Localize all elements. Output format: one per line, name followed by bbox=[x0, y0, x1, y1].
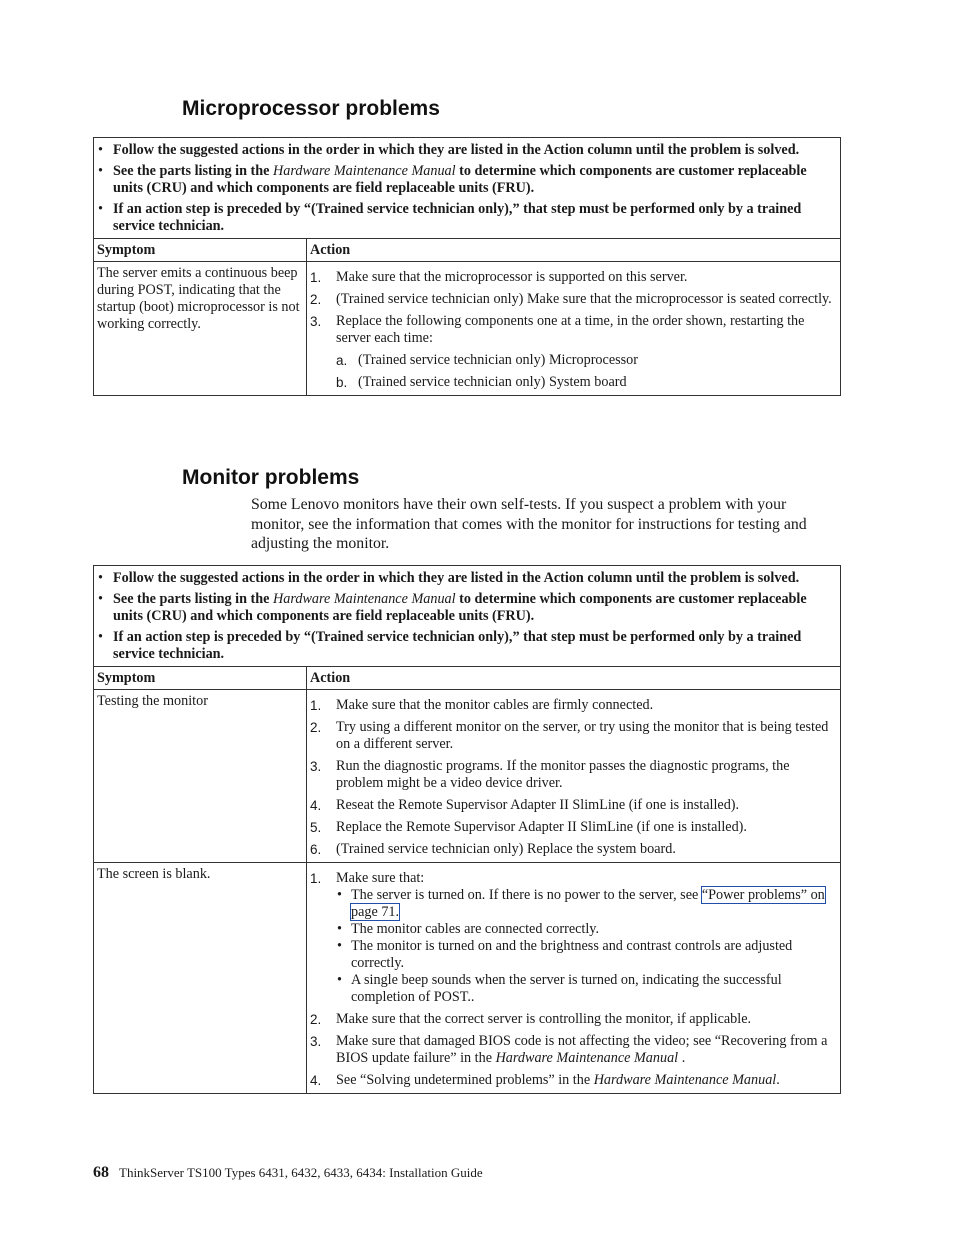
action-substep: b. (Trained service technician only) System board bbox=[336, 374, 627, 390]
column-header-action: Action bbox=[307, 667, 841, 690]
table-row bbox=[94, 690, 841, 863]
bullet-item: • A single beep sounds when the server is turned on, indicating the successful completion of POST.. bbox=[337, 972, 782, 1005]
bullet-item: • The server is turned on. If there is no power to the server, see “Power problems” on page 71. bbox=[337, 887, 825, 920]
bullet-item: • The monitor cables are connected correctly. bbox=[337, 921, 600, 937]
bullet: • bbox=[98, 570, 103, 586]
page-number: 68 bbox=[93, 1164, 109, 1181]
symptom-cell: The screen is blank. bbox=[94, 863, 307, 1094]
action-step: 1. Make sure that the monitor cables are firmly connected. bbox=[310, 697, 654, 713]
note-item: • If an action step is preceded by “(Trained service technician only),” that step must be performed only by a trained service technician. bbox=[98, 629, 802, 662]
bullet: • bbox=[98, 629, 103, 645]
action-step: 2. (Trained service technician only) Make sure that the microprocessor is seated correctly. bbox=[310, 291, 832, 307]
footer-title: ThinkServer TS100 Types 6431, 6432, 6433, 6434: Installation Guide bbox=[119, 1165, 483, 1180]
table-row bbox=[94, 863, 841, 1094]
action-step: 4. Reseat the Remote Supervisor Adapter II SlimLine (if one is installed). bbox=[310, 797, 740, 813]
action-step: 3. Run the diagnostic programs. If the monitor passes the diagnostic programs, the problem might be a video device driver. bbox=[310, 758, 790, 791]
note-item: • If an action step is preceded by “(Trained service technician only),” that step must be performed only by a trained service technician. bbox=[98, 201, 802, 234]
note-item: • See the parts listing in the Hardware Maintenance Manual to determine which components are customer replaceable units (CRU) and which components are field replaceable units (FRU). bbox=[98, 591, 807, 624]
note-item: • Follow the suggested actions in the order in which they are listed in the Action column until the problem is solved. bbox=[98, 142, 800, 158]
table-notes-cell bbox=[94, 566, 841, 667]
bullet: • bbox=[337, 887, 342, 903]
bullet: • bbox=[337, 938, 342, 954]
symptom-cell: Testing the monitor bbox=[94, 690, 307, 863]
action-substep: a. (Trained service technician only) Microprocessor bbox=[336, 352, 638, 368]
symptom-cell: The server emits a continuous beep during POST, indicating that the startup (boot) microprocessor is not working correctly. bbox=[94, 262, 307, 396]
column-header-action: Action bbox=[307, 239, 841, 262]
table-notes-row bbox=[94, 566, 841, 667]
action-step: 3. Replace the following components one at a time, in the order shown, restarting the server each time: a. (Trained service technician only) Microprocessor b. (Trained service technician only) System board bbox=[310, 313, 837, 391]
table-row bbox=[94, 262, 841, 396]
monitor-problems-table bbox=[93, 565, 841, 1094]
microprocessor-problems-table bbox=[93, 137, 841, 396]
bullet: • bbox=[98, 142, 103, 158]
action-step: 1. Make sure that the microprocessor is supported on this server. bbox=[310, 269, 688, 285]
bullet-item: • The monitor is turned on and the brightness and contrast controls are adjusted correctly. bbox=[337, 938, 793, 971]
column-header-symptom: Symptom bbox=[94, 667, 307, 690]
action-cell bbox=[307, 262, 841, 396]
bullet: • bbox=[337, 921, 342, 937]
action-step: 2. Try using a different monitor on the server, or try using the monitor that is being tested on a different server. bbox=[310, 719, 829, 752]
action-step: 4. See “Solving undetermined problems” in the Hardware Maintenance Manual. bbox=[310, 1072, 780, 1088]
note-item: • Follow the suggested actions in the order in which they are listed in the Action column until the problem is solved. bbox=[98, 570, 800, 586]
action-step: 1. Make sure that: • The server is turned on. If there is no power to the server, see “Power problems” on page 71. • The monitor cables are connected correctly. • The monitor is turned on and the brightness and contrast controls are adjusted correctly. • A single beep sounds when the server is turned on, indicating the successful completion of POST.. bbox=[310, 870, 837, 1006]
table-notes-cell bbox=[94, 138, 841, 239]
note-item: • See the parts listing in the Hardware Maintenance Manual to determine which components are customer replaceable units (CRU) and which components are field replaceable units (FRU). bbox=[98, 163, 807, 196]
bullet: • bbox=[98, 163, 103, 179]
table-header-row bbox=[94, 239, 841, 262]
section-title-monitor: Monitor problems bbox=[182, 466, 360, 489]
action-cell bbox=[307, 863, 841, 1094]
bullet: • bbox=[337, 972, 342, 988]
action-step: 6. (Trained service technician only) Replace the system board. bbox=[310, 841, 676, 857]
power-problems-link[interactable]: “Power problems” on page 71. bbox=[351, 887, 825, 920]
column-header-symptom: Symptom bbox=[94, 239, 307, 262]
page-footer bbox=[93, 1164, 483, 1182]
action-cell bbox=[307, 690, 841, 863]
action-step: 2. Make sure that the correct server is controlling the monitor, if applicable. bbox=[310, 1011, 752, 1027]
bullet: • bbox=[98, 591, 103, 607]
action-step: 3. Make sure that damaged BIOS code is not affecting the video; see “Recovering from a BIOS update failure” in the Hardware Maintenance Manual . bbox=[310, 1033, 828, 1066]
action-step: 5. Replace the Remote Supervisor Adapter II SlimLine (if one is installed). bbox=[310, 819, 747, 835]
monitor-intro-paragraph: Some Lenovo monitors have their own self-tests. If you suspect a problem with your monitor, see the information that comes with the monitor for instructions for testing and adjusting the monitor. bbox=[251, 496, 807, 552]
table-notes-row bbox=[94, 138, 841, 239]
bullet: • bbox=[98, 201, 103, 217]
table-header-row bbox=[94, 667, 841, 690]
section-title-microprocessor: Microprocessor problems bbox=[182, 97, 440, 120]
